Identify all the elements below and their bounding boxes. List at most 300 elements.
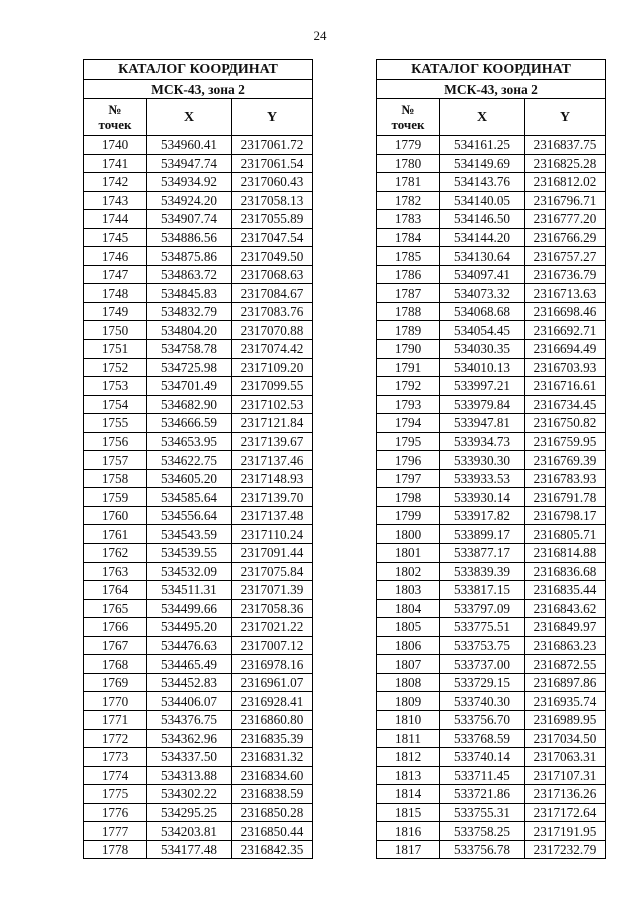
y-coordinate-cell: 2317061.72 xyxy=(232,136,313,155)
x-coordinate-cell: 534832.79 xyxy=(147,302,232,321)
point-number-cell: 1741 xyxy=(84,154,147,173)
point-number-cell: 1781 xyxy=(377,173,440,192)
point-number-cell: 1814 xyxy=(377,785,440,804)
y-coordinate-cell: 2317091.44 xyxy=(232,544,313,563)
point-number-cell: 1745 xyxy=(84,228,147,247)
y-coordinate-cell: 2316734.45 xyxy=(525,395,606,414)
y-coordinate-cell: 2317063.31 xyxy=(525,748,606,767)
table-row xyxy=(84,340,313,359)
table-row xyxy=(377,321,606,340)
table-row xyxy=(377,395,606,414)
point-number-cell: 1816 xyxy=(377,822,440,841)
y-coordinate-cell: 2316835.39 xyxy=(232,729,313,748)
table-row xyxy=(84,377,313,396)
table-row xyxy=(84,302,313,321)
point-number-cell: 1748 xyxy=(84,284,147,303)
point-number-cell: 1794 xyxy=(377,414,440,433)
table-row xyxy=(84,544,313,563)
y-coordinate-cell: 2316837.75 xyxy=(525,136,606,155)
column-header-point-number: № точек xyxy=(377,99,440,136)
point-number-cell: 1797 xyxy=(377,469,440,488)
table-row xyxy=(377,655,606,674)
point-number-cell: 1780 xyxy=(377,154,440,173)
y-coordinate-cell: 2316796.71 xyxy=(525,191,606,210)
table-row xyxy=(377,544,606,563)
column-header-x: X xyxy=(440,99,525,136)
point-number-cell: 1787 xyxy=(377,284,440,303)
point-number-cell: 1751 xyxy=(84,340,147,359)
x-coordinate-cell: 534010.13 xyxy=(440,358,525,377)
x-coordinate-cell: 533997.21 xyxy=(440,377,525,396)
x-coordinate-cell: 534924.20 xyxy=(147,191,232,210)
table-row xyxy=(84,173,313,192)
x-coordinate-cell: 534947.74 xyxy=(147,154,232,173)
table-row xyxy=(84,729,313,748)
x-coordinate-cell: 534161.25 xyxy=(440,136,525,155)
table-row xyxy=(377,210,606,229)
x-coordinate-cell: 533753.75 xyxy=(440,636,525,655)
y-coordinate-cell: 2316736.79 xyxy=(525,265,606,284)
catalog-subtitle: МСК-43, зона 2 xyxy=(84,80,313,99)
x-coordinate-cell: 534295.25 xyxy=(147,803,232,822)
x-coordinate-cell: 534476.63 xyxy=(147,636,232,655)
x-coordinate-cell: 534863.72 xyxy=(147,265,232,284)
point-number-cell: 1753 xyxy=(84,377,147,396)
point-number-cell: 1773 xyxy=(84,748,147,767)
x-coordinate-cell: 533899.17 xyxy=(440,525,525,544)
table-row xyxy=(377,284,606,303)
x-coordinate-cell: 534149.69 xyxy=(440,154,525,173)
x-coordinate-cell: 534622.75 xyxy=(147,451,232,470)
y-coordinate-cell: 2316842.35 xyxy=(232,840,313,859)
x-coordinate-cell: 533756.70 xyxy=(440,710,525,729)
y-coordinate-cell: 2317137.48 xyxy=(232,506,313,525)
table-row xyxy=(377,618,606,637)
y-coordinate-cell: 2316850.44 xyxy=(232,822,313,841)
y-coordinate-cell: 2316698.46 xyxy=(525,302,606,321)
point-number-cell: 1762 xyxy=(84,544,147,563)
y-coordinate-cell: 2316757.27 xyxy=(525,247,606,266)
table-row xyxy=(84,191,313,210)
y-coordinate-cell: 2317137.46 xyxy=(232,451,313,470)
y-coordinate-cell: 2317071.39 xyxy=(232,581,313,600)
y-coordinate-cell: 2316961.07 xyxy=(232,673,313,692)
table-row xyxy=(377,748,606,767)
point-number-cell: 1788 xyxy=(377,302,440,321)
table-row xyxy=(84,840,313,859)
point-number-cell: 1744 xyxy=(84,210,147,229)
table-row xyxy=(84,599,313,618)
column-header-point-number: № точек xyxy=(84,99,147,136)
x-coordinate-cell: 534556.64 xyxy=(147,506,232,525)
point-number-cell: 1796 xyxy=(377,451,440,470)
y-coordinate-cell: 2317232.79 xyxy=(525,840,606,859)
x-coordinate-cell: 533934.73 xyxy=(440,432,525,451)
x-coordinate-cell: 534376.75 xyxy=(147,710,232,729)
x-coordinate-cell: 533737.00 xyxy=(440,655,525,674)
y-coordinate-cell: 2317070.88 xyxy=(232,321,313,340)
x-coordinate-cell: 534068.68 xyxy=(440,302,525,321)
catalog-subtitle: МСК-43, зона 2 xyxy=(377,80,606,99)
point-number-cell: 1757 xyxy=(84,451,147,470)
table-row xyxy=(377,432,606,451)
x-coordinate-cell: 534030.35 xyxy=(440,340,525,359)
point-number-cell: 1813 xyxy=(377,766,440,785)
y-coordinate-cell: 2317007.12 xyxy=(232,636,313,655)
x-coordinate-cell: 534511.31 xyxy=(147,581,232,600)
x-coordinate-cell: 534682.90 xyxy=(147,395,232,414)
x-coordinate-cell: 533979.84 xyxy=(440,395,525,414)
y-coordinate-cell: 2317139.67 xyxy=(232,432,313,451)
table-row xyxy=(377,766,606,785)
y-coordinate-cell: 2316798.17 xyxy=(525,506,606,525)
x-coordinate-cell: 534097.41 xyxy=(440,265,525,284)
y-coordinate-cell: 2317083.76 xyxy=(232,302,313,321)
point-number-cell: 1793 xyxy=(377,395,440,414)
table-row xyxy=(84,265,313,284)
y-coordinate-cell: 2316766.29 xyxy=(525,228,606,247)
x-coordinate-cell: 533933.53 xyxy=(440,469,525,488)
point-number-cell: 1809 xyxy=(377,692,440,711)
point-number-cell: 1749 xyxy=(84,302,147,321)
coordinate-catalog-right xyxy=(376,59,606,859)
column-header-y: Y xyxy=(232,99,313,136)
x-coordinate-cell: 533947.81 xyxy=(440,414,525,433)
point-number-cell: 1789 xyxy=(377,321,440,340)
x-coordinate-cell: 534337.50 xyxy=(147,748,232,767)
point-number-cell: 1786 xyxy=(377,265,440,284)
x-coordinate-cell: 534406.07 xyxy=(147,692,232,711)
y-coordinate-cell: 2317107.31 xyxy=(525,766,606,785)
point-number-cell: 1804 xyxy=(377,599,440,618)
coordinate-catalog-left xyxy=(83,59,313,859)
point-number-cell: 1802 xyxy=(377,562,440,581)
point-number-cell: 1774 xyxy=(84,766,147,785)
point-number-cell: 1790 xyxy=(377,340,440,359)
y-coordinate-cell: 2317061.54 xyxy=(232,154,313,173)
x-coordinate-cell: 534465.49 xyxy=(147,655,232,674)
y-coordinate-cell: 2317191.95 xyxy=(525,822,606,841)
point-number-cell: 1795 xyxy=(377,432,440,451)
y-coordinate-cell: 2317102.53 xyxy=(232,395,313,414)
y-coordinate-cell: 2317172.64 xyxy=(525,803,606,822)
y-coordinate-cell: 2316716.61 xyxy=(525,377,606,396)
table-row xyxy=(84,414,313,433)
point-number-cell: 1756 xyxy=(84,432,147,451)
x-coordinate-cell: 534845.83 xyxy=(147,284,232,303)
table-row xyxy=(84,228,313,247)
x-coordinate-cell: 534539.55 xyxy=(147,544,232,563)
table-row xyxy=(377,173,606,192)
x-coordinate-cell: 534758.78 xyxy=(147,340,232,359)
table-row xyxy=(377,191,606,210)
table-row xyxy=(84,451,313,470)
table-row xyxy=(84,562,313,581)
x-coordinate-cell: 534653.95 xyxy=(147,432,232,451)
table-row xyxy=(377,506,606,525)
x-coordinate-cell: 533756.78 xyxy=(440,840,525,859)
table-row xyxy=(84,154,313,173)
x-coordinate-cell: 534960.41 xyxy=(147,136,232,155)
x-coordinate-cell: 533930.14 xyxy=(440,488,525,507)
table-row xyxy=(377,785,606,804)
y-coordinate-cell: 2316872.55 xyxy=(525,655,606,674)
table-row xyxy=(377,562,606,581)
table-row xyxy=(84,803,313,822)
point-number-cell: 1808 xyxy=(377,673,440,692)
table-row xyxy=(377,302,606,321)
y-coordinate-cell: 2316989.95 xyxy=(525,710,606,729)
point-number-cell: 1769 xyxy=(84,673,147,692)
column-header-y: Y xyxy=(525,99,606,136)
table-row xyxy=(84,525,313,544)
y-coordinate-cell: 2316777.20 xyxy=(525,210,606,229)
x-coordinate-cell: 533839.39 xyxy=(440,562,525,581)
table-row xyxy=(377,729,606,748)
x-coordinate-cell: 533755.31 xyxy=(440,803,525,822)
point-number-cell: 1743 xyxy=(84,191,147,210)
point-number-cell: 1754 xyxy=(84,395,147,414)
point-number-cell: 1771 xyxy=(84,710,147,729)
point-number-cell: 1779 xyxy=(377,136,440,155)
table-row xyxy=(377,340,606,359)
x-coordinate-cell: 533775.51 xyxy=(440,618,525,637)
y-coordinate-cell: 2316791.78 xyxy=(525,488,606,507)
point-number-cell: 1783 xyxy=(377,210,440,229)
x-coordinate-cell: 534177.48 xyxy=(147,840,232,859)
table-row xyxy=(377,692,606,711)
point-number-cell: 1747 xyxy=(84,265,147,284)
y-coordinate-cell: 2316978.16 xyxy=(232,655,313,674)
x-coordinate-cell: 534073.32 xyxy=(440,284,525,303)
x-coordinate-cell: 534532.09 xyxy=(147,562,232,581)
point-number-cell: 1752 xyxy=(84,358,147,377)
x-coordinate-cell: 534701.49 xyxy=(147,377,232,396)
x-coordinate-cell: 533711.45 xyxy=(440,766,525,785)
table-row xyxy=(84,822,313,841)
point-number-cell: 1775 xyxy=(84,785,147,804)
catalog-rows xyxy=(84,136,313,859)
y-coordinate-cell: 2317084.67 xyxy=(232,284,313,303)
point-number-cell: 1761 xyxy=(84,525,147,544)
point-number-cell: 1800 xyxy=(377,525,440,544)
table-row xyxy=(377,599,606,618)
point-number-cell: 1758 xyxy=(84,469,147,488)
y-coordinate-cell: 2317047.54 xyxy=(232,228,313,247)
point-number-cell: 1803 xyxy=(377,581,440,600)
table-row xyxy=(84,785,313,804)
y-coordinate-cell: 2317034.50 xyxy=(525,729,606,748)
x-coordinate-cell: 534804.20 xyxy=(147,321,232,340)
table-row xyxy=(84,581,313,600)
point-number-cell: 1740 xyxy=(84,136,147,155)
x-coordinate-cell: 534934.92 xyxy=(147,173,232,192)
table-row xyxy=(377,377,606,396)
x-coordinate-cell: 534140.05 xyxy=(440,191,525,210)
point-number-cell: 1766 xyxy=(84,618,147,637)
table-row xyxy=(84,766,313,785)
table-row xyxy=(84,358,313,377)
x-coordinate-cell: 533768.59 xyxy=(440,729,525,748)
x-coordinate-cell: 534605.20 xyxy=(147,469,232,488)
table-row xyxy=(84,284,313,303)
x-coordinate-cell: 534203.81 xyxy=(147,822,232,841)
table-row xyxy=(377,840,606,859)
y-coordinate-cell: 2316703.93 xyxy=(525,358,606,377)
table-row xyxy=(377,136,606,155)
point-number-cell: 1777 xyxy=(84,822,147,841)
table-row xyxy=(377,636,606,655)
x-coordinate-cell: 534585.64 xyxy=(147,488,232,507)
table-row xyxy=(84,506,313,525)
x-coordinate-cell: 534144.20 xyxy=(440,228,525,247)
y-coordinate-cell: 2316694.49 xyxy=(525,340,606,359)
y-coordinate-cell: 2317060.43 xyxy=(232,173,313,192)
table-row xyxy=(377,154,606,173)
table-row xyxy=(84,432,313,451)
x-coordinate-cell: 534313.88 xyxy=(147,766,232,785)
point-number-cell: 1806 xyxy=(377,636,440,655)
point-number-cell: 1772 xyxy=(84,729,147,748)
y-coordinate-cell: 2317049.50 xyxy=(232,247,313,266)
y-coordinate-cell: 2316838.59 xyxy=(232,785,313,804)
y-coordinate-cell: 2316805.71 xyxy=(525,525,606,544)
x-coordinate-cell: 534886.56 xyxy=(147,228,232,247)
column-header-x: X xyxy=(147,99,232,136)
x-coordinate-cell: 533797.09 xyxy=(440,599,525,618)
y-coordinate-cell: 2317074.42 xyxy=(232,340,313,359)
y-coordinate-cell: 2316928.41 xyxy=(232,692,313,711)
point-number-cell: 1801 xyxy=(377,544,440,563)
x-coordinate-cell: 533729.15 xyxy=(440,673,525,692)
point-number-cell: 1815 xyxy=(377,803,440,822)
point-number-cell: 1817 xyxy=(377,840,440,859)
x-coordinate-cell: 534875.86 xyxy=(147,247,232,266)
x-coordinate-cell: 534130.64 xyxy=(440,247,525,266)
y-coordinate-cell: 2316843.62 xyxy=(525,599,606,618)
x-coordinate-cell: 533740.30 xyxy=(440,692,525,711)
y-coordinate-cell: 2316860.80 xyxy=(232,710,313,729)
table-row xyxy=(377,488,606,507)
point-number-cell: 1770 xyxy=(84,692,147,711)
point-number-cell: 1750 xyxy=(84,321,147,340)
table-row xyxy=(377,247,606,266)
y-coordinate-cell: 2316831.32 xyxy=(232,748,313,767)
y-coordinate-cell: 2317099.55 xyxy=(232,377,313,396)
table-row xyxy=(84,395,313,414)
y-coordinate-cell: 2317139.70 xyxy=(232,488,313,507)
point-number-cell: 1799 xyxy=(377,506,440,525)
point-number-cell: 1791 xyxy=(377,358,440,377)
table-row xyxy=(377,265,606,284)
y-coordinate-cell: 2317055.89 xyxy=(232,210,313,229)
y-coordinate-cell: 2316834.60 xyxy=(232,766,313,785)
table-row xyxy=(84,655,313,674)
point-number-cell: 1778 xyxy=(84,840,147,859)
point-number-cell: 1805 xyxy=(377,618,440,637)
x-coordinate-cell: 533758.25 xyxy=(440,822,525,841)
table-row xyxy=(84,748,313,767)
table-row xyxy=(377,710,606,729)
catalog-title: КАТАЛОГ КООРДИНАТ xyxy=(84,60,313,80)
x-coordinate-cell: 534495.20 xyxy=(147,618,232,637)
point-number-cell: 1811 xyxy=(377,729,440,748)
table-row xyxy=(377,803,606,822)
y-coordinate-cell: 2316825.28 xyxy=(525,154,606,173)
table-row xyxy=(377,358,606,377)
y-coordinate-cell: 2317068.63 xyxy=(232,265,313,284)
y-coordinate-cell: 2316850.28 xyxy=(232,803,313,822)
table-row xyxy=(84,247,313,266)
table-row xyxy=(377,469,606,488)
x-coordinate-cell: 533930.30 xyxy=(440,451,525,470)
y-coordinate-cell: 2316769.39 xyxy=(525,451,606,470)
y-coordinate-cell: 2317121.84 xyxy=(232,414,313,433)
point-number-cell: 1784 xyxy=(377,228,440,247)
table-row xyxy=(377,414,606,433)
y-coordinate-cell: 2316759.95 xyxy=(525,432,606,451)
table-row xyxy=(84,692,313,711)
point-number-cell: 1812 xyxy=(377,748,440,767)
catalog-rows xyxy=(377,136,606,859)
y-coordinate-cell: 2317021.22 xyxy=(232,618,313,637)
y-coordinate-cell: 2317148.93 xyxy=(232,469,313,488)
table-row xyxy=(377,673,606,692)
x-coordinate-cell: 533817.15 xyxy=(440,581,525,600)
y-coordinate-cell: 2317110.24 xyxy=(232,525,313,544)
point-number-cell: 1807 xyxy=(377,655,440,674)
point-number-cell: 1810 xyxy=(377,710,440,729)
table-row xyxy=(377,581,606,600)
y-coordinate-cell: 2316849.97 xyxy=(525,618,606,637)
table-row xyxy=(84,469,313,488)
table-row xyxy=(84,210,313,229)
y-coordinate-cell: 2317109.20 xyxy=(232,358,313,377)
point-number-cell: 1785 xyxy=(377,247,440,266)
table-row xyxy=(377,228,606,247)
table-row xyxy=(84,618,313,637)
table-row xyxy=(377,451,606,470)
x-coordinate-cell: 534452.83 xyxy=(147,673,232,692)
y-coordinate-cell: 2316863.23 xyxy=(525,636,606,655)
x-coordinate-cell: 534725.98 xyxy=(147,358,232,377)
table-row xyxy=(84,710,313,729)
point-number-cell: 1755 xyxy=(84,414,147,433)
point-number-cell: 1792 xyxy=(377,377,440,396)
x-coordinate-cell: 533721.86 xyxy=(440,785,525,804)
x-coordinate-cell: 534146.50 xyxy=(440,210,525,229)
table-row xyxy=(84,136,313,155)
x-coordinate-cell: 534499.66 xyxy=(147,599,232,618)
point-number-cell: 1768 xyxy=(84,655,147,674)
y-coordinate-cell: 2316814.88 xyxy=(525,544,606,563)
catalog-title: КАТАЛОГ КООРДИНАТ xyxy=(377,60,606,80)
point-number-cell: 1742 xyxy=(84,173,147,192)
y-coordinate-cell: 2316783.93 xyxy=(525,469,606,488)
table-row xyxy=(84,321,313,340)
point-number-cell: 1763 xyxy=(84,562,147,581)
x-coordinate-cell: 533740.14 xyxy=(440,748,525,767)
x-coordinate-cell: 534907.74 xyxy=(147,210,232,229)
point-number-cell: 1759 xyxy=(84,488,147,507)
x-coordinate-cell: 534543.59 xyxy=(147,525,232,544)
x-coordinate-cell: 534362.96 xyxy=(147,729,232,748)
point-number-cell: 1760 xyxy=(84,506,147,525)
table-row xyxy=(84,673,313,692)
x-coordinate-cell: 534054.45 xyxy=(440,321,525,340)
point-number-cell: 1746 xyxy=(84,247,147,266)
y-coordinate-cell: 2316692.71 xyxy=(525,321,606,340)
